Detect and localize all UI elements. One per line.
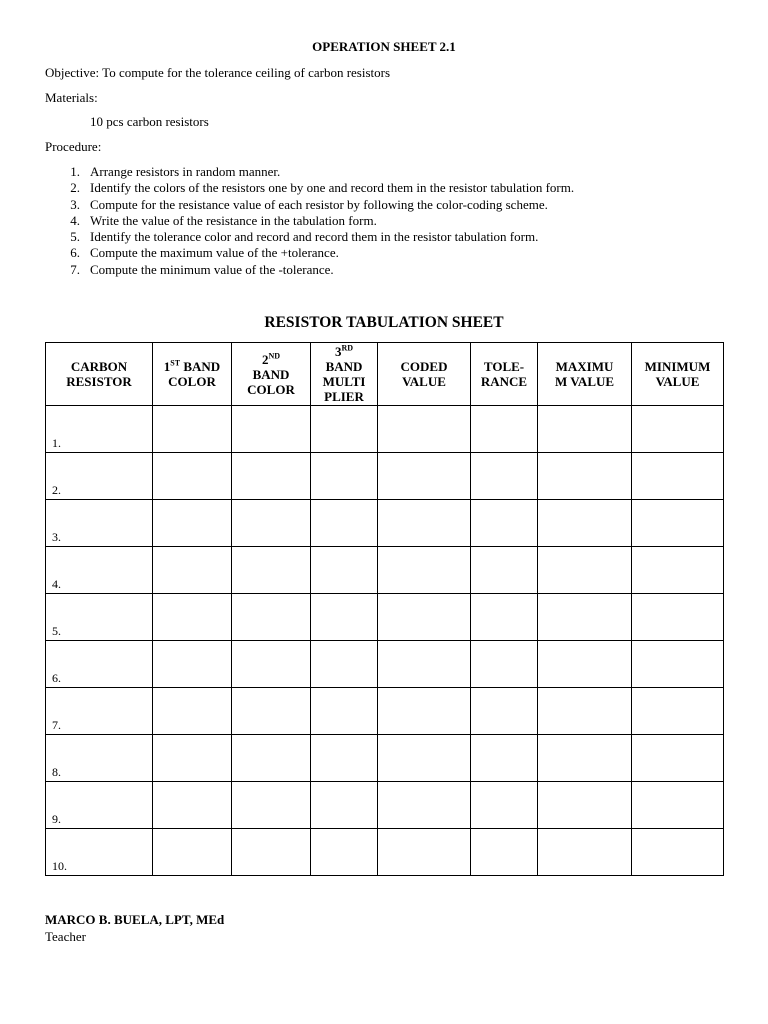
- step-text: Write the value of the resistance in the tabulation form.: [90, 212, 377, 228]
- entry-cell: [471, 735, 538, 782]
- step-text: Compute the maximum value of the +tolerance.: [90, 245, 339, 261]
- entry-cell: [153, 594, 232, 641]
- procedure-step: [45, 197, 574, 213]
- entry-cell: [378, 782, 471, 829]
- entry-cell: [311, 782, 378, 829]
- tabulation-sheet-title: RESISTOR TABULATION SHEET: [264, 314, 504, 331]
- entry-cell: [232, 453, 311, 500]
- entry-cell: [153, 453, 232, 500]
- entry-cell: [632, 829, 724, 876]
- teacher-role: Teacher: [45, 929, 86, 944]
- procedure-step: [45, 229, 574, 245]
- table-header-row: [46, 343, 724, 406]
- entry-cell: [378, 406, 471, 453]
- entry-cell: [538, 688, 632, 735]
- step-text: Arrange resistors in random manner.: [90, 164, 281, 179]
- entry-cell: [471, 782, 538, 829]
- header-2nd-band-color: 2ND BAND COLOR: [232, 343, 311, 406]
- row-number: 5.: [46, 594, 153, 641]
- entry-cell: [232, 641, 311, 688]
- entry-cell: [311, 500, 378, 547]
- entry-cell: [632, 453, 724, 500]
- entry-cell: [378, 641, 471, 688]
- entry-cell: [471, 641, 538, 688]
- entry-cell: [632, 688, 724, 735]
- header-1st-band-color: 1ST BAND COLOR: [153, 343, 232, 406]
- entry-cell: [232, 594, 311, 641]
- step-number: 1.: [70, 164, 80, 179]
- entry-cell: [632, 547, 724, 594]
- entry-cell: [538, 594, 632, 641]
- entry-cell: [153, 500, 232, 547]
- entry-cell: [232, 735, 311, 782]
- resistor-tabulation-table: [45, 342, 724, 876]
- entry-cell: [232, 688, 311, 735]
- entry-cell: [153, 829, 232, 876]
- header-minimum-value: MINIMUM VALUE: [632, 343, 724, 406]
- entry-cell: [232, 500, 311, 547]
- procedure-step: [45, 245, 574, 261]
- entry-cell: [311, 547, 378, 594]
- entry-cell: [311, 688, 378, 735]
- entry-cell: [311, 594, 378, 641]
- step-number: 6.: [70, 245, 80, 261]
- row-number: 9.: [46, 782, 153, 829]
- entry-cell: [632, 406, 724, 453]
- entry-cell: [311, 829, 378, 876]
- entry-cell: [538, 735, 632, 782]
- table-row: [46, 594, 724, 641]
- entry-cell: [538, 406, 632, 453]
- entry-cell: [378, 735, 471, 782]
- procedure-list: [45, 164, 574, 278]
- row-number: 8.: [46, 735, 153, 782]
- table-row: [46, 735, 724, 782]
- entry-cell: [471, 688, 538, 735]
- entry-cell: [538, 782, 632, 829]
- row-number: 6.: [46, 641, 153, 688]
- entry-cell: [632, 641, 724, 688]
- entry-cell: [538, 641, 632, 688]
- entry-cell: [632, 735, 724, 782]
- document-title: OPERATION SHEET 2.1: [312, 39, 456, 54]
- row-number: 10.: [46, 829, 153, 876]
- entry-cell: [153, 406, 232, 453]
- header-coded-value: CODED VALUE: [378, 343, 471, 406]
- entry-cell: [538, 829, 632, 876]
- step-number: 7.: [70, 261, 80, 277]
- materials-item: 10 pcs carbon resistors: [90, 114, 209, 129]
- step-number: 3.: [70, 196, 80, 212]
- row-number: 2.: [46, 453, 153, 500]
- entry-cell: [232, 829, 311, 876]
- materials-label: Materials:: [45, 90, 98, 105]
- step-text: Identify the colors of the resistors one by one and record them in the resistor tabulation form.: [90, 180, 575, 196]
- procedure-step: [45, 164, 574, 180]
- entry-cell: [153, 641, 232, 688]
- entry-cell: [378, 453, 471, 500]
- table-row: [46, 547, 724, 594]
- entry-cell: [153, 688, 232, 735]
- entry-cell: [632, 782, 724, 829]
- entry-cell: [632, 594, 724, 641]
- entry-cell: [471, 829, 538, 876]
- row-number: 7.: [46, 688, 153, 735]
- step-number: 2.: [70, 180, 80, 196]
- table-row: [46, 782, 724, 829]
- entry-cell: [311, 641, 378, 688]
- procedure-step: [45, 180, 574, 196]
- entry-cell: [632, 500, 724, 547]
- header-3rd-band-multiplier: 3RD BAND MULTI PLIER: [311, 343, 378, 406]
- header-carbon-resistor: CARBON RESISTOR: [46, 343, 153, 406]
- step-number: 5.: [70, 229, 80, 245]
- entry-cell: [311, 453, 378, 500]
- header-tolerance: TOLE- RANCE: [471, 343, 538, 406]
- table-row: [46, 453, 724, 500]
- entry-cell: [311, 735, 378, 782]
- entry-cell: [378, 829, 471, 876]
- step-text: Compute for the resistance value of each resistor by following the color-coding scheme.: [90, 196, 548, 212]
- row-number: 4.: [46, 547, 153, 594]
- entry-cell: [471, 547, 538, 594]
- entry-cell: [538, 453, 632, 500]
- step-number: 4.: [70, 212, 80, 228]
- entry-cell: [471, 594, 538, 641]
- entry-cell: [232, 406, 311, 453]
- entry-cell: [378, 547, 471, 594]
- entry-cell: [232, 782, 311, 829]
- step-text: Compute the minimum value of the -tolerance.: [90, 261, 334, 277]
- entry-cell: [378, 500, 471, 547]
- entry-cell: [378, 688, 471, 735]
- entry-cell: [538, 547, 632, 594]
- table-row: [46, 829, 724, 876]
- row-number: 1.: [46, 406, 153, 453]
- procedure-step: [45, 213, 574, 229]
- entry-cell: [232, 547, 311, 594]
- entry-cell: [471, 453, 538, 500]
- header-maximum-value: MAXIMU M VALUE: [538, 343, 632, 406]
- table-row: [46, 500, 724, 547]
- entry-cell: [153, 782, 232, 829]
- teacher-name: MARCO B. BUELA, LPT, MEd: [45, 912, 225, 927]
- table-row: [46, 641, 724, 688]
- entry-cell: [153, 547, 232, 594]
- procedure-step: [45, 262, 574, 278]
- entry-cell: [471, 500, 538, 547]
- row-number: 3.: [46, 500, 153, 547]
- table-row: [46, 406, 724, 453]
- objective-text: Objective: To compute for the tolerance ceiling of carbon resistors: [45, 65, 391, 80]
- entry-cell: [378, 594, 471, 641]
- entry-cell: [311, 406, 378, 453]
- step-text: Identify the tolerance color and record and record them in the resistor tabulation form.: [90, 229, 539, 245]
- entry-cell: [153, 735, 232, 782]
- entry-cell: [471, 406, 538, 453]
- table-row: [46, 688, 724, 735]
- entry-cell: [538, 500, 632, 547]
- procedure-label: Procedure:: [45, 139, 102, 154]
